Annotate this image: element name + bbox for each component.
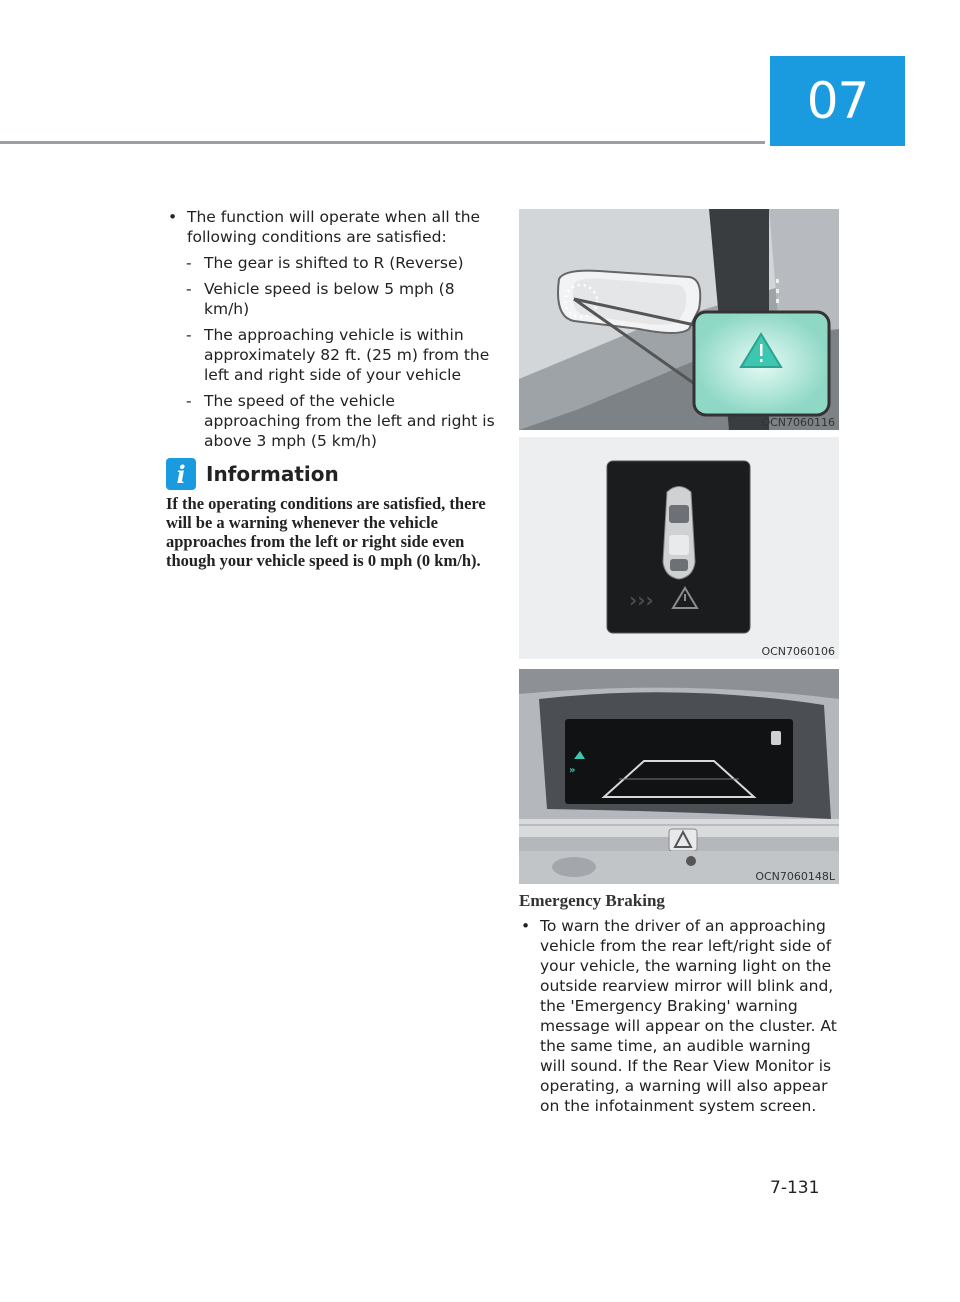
cluster-illustration — [519, 437, 839, 659]
chapter-number: 07 — [806, 72, 869, 130]
chapter-tab — [770, 56, 905, 146]
figure-code: OCN7060116 — [761, 416, 835, 429]
emergency-braking-text: To warn the driver of an approaching vehicle from the rear left/right side of your vehicle, the warning light on the outside rearview mirror will blink and, the 'Emergency Braking' warning message will appear on the cluster. At the same time, an audible warning will sound. If the Rear View Monitor is operating, a warning will also appear on the infotainment system screen. — [540, 917, 837, 1115]
condition-text: The approaching vehicle is within approximately 82 ft. (25 m) from the left and right side of your vehicle — [204, 326, 490, 384]
condition-item — [166, 391, 496, 451]
dash-marker: - — [186, 326, 192, 344]
information-icon: i — [166, 458, 196, 490]
dash-marker: - — [186, 280, 192, 298]
figure-code: OCN7060106 — [761, 645, 835, 658]
header-rule — [0, 141, 765, 144]
page-number: 7-131 — [770, 1178, 820, 1198]
condition-item — [166, 325, 496, 385]
dash-marker: - — [186, 392, 192, 410]
infotainment-warning-figure — [519, 669, 839, 884]
svg-text:»: » — [569, 765, 576, 776]
bullet-marker: • — [168, 208, 178, 226]
mirror-warning-figure — [519, 209, 839, 430]
information-body: If the operating conditions are satisfied, there will be a warning whenever the vehicle approaches from the left or right side even though your vehicle speed is 0 mph (0 km/h). — [166, 494, 486, 570]
condition-text: The speed of the vehicle approaching from the left and right is above 3 mph (5 km/h) — [204, 392, 495, 450]
figure-code: OCN7060148L — [755, 870, 835, 883]
information-title: Information — [206, 462, 339, 486]
information-header — [166, 458, 339, 490]
conditions-section — [166, 207, 496, 451]
condition-item — [166, 253, 496, 273]
condition-text: The gear is shifted to R (Reverse) — [204, 254, 464, 272]
svg-text:›››: ››› — [629, 588, 654, 612]
infotainment-illustration — [519, 669, 839, 884]
condition-text: Vehicle speed is below 5 mph (8 km/h) — [204, 280, 455, 318]
emergency-braking-bullet — [519, 916, 839, 1116]
dash-marker: - — [186, 254, 192, 272]
cluster-warning-figure — [519, 437, 839, 659]
conditions-bullet — [166, 207, 496, 247]
bullet-marker: • — [521, 917, 531, 935]
emergency-braking-title: Emergency Braking — [519, 891, 665, 910]
condition-item — [166, 279, 496, 319]
conditions-intro: The function will operate when all the following conditions are satisfied: — [187, 208, 481, 246]
mirror-illustration — [519, 209, 839, 430]
